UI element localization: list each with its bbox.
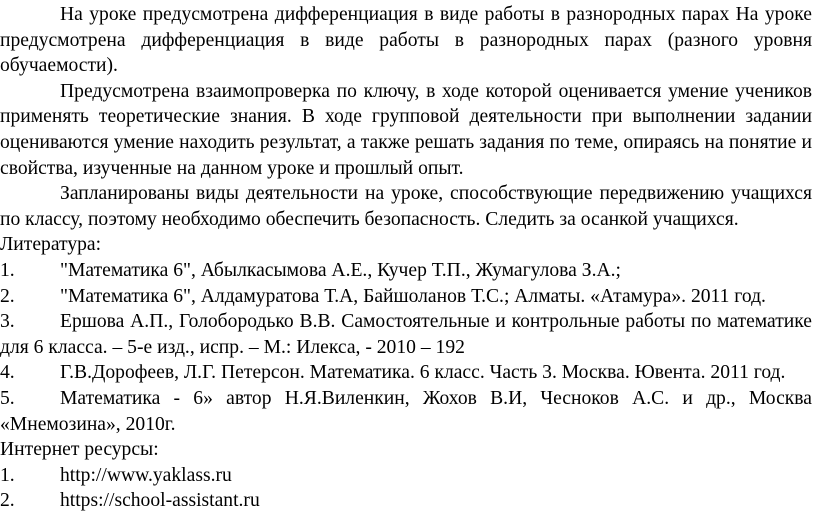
paragraph-activities: Запланированы виды деятельности на уроке, способствующие передвижению учащихся по классу, поэтому необходимо обеспечить безопасность. Следить за осанкой учащихся. xyxy=(0,183,812,230)
literature-item-text: "Математика 6", Абылкасымова А.Е., Кучер Т.П., Жумагулова З.А.; xyxy=(60,259,621,281)
literature-item-text: Математика - 6» автор Н.Я.Виленкин, Жохов В.И, Чесноков А.С. и др., Москва «Мнемозина», 2010г. xyxy=(0,387,812,435)
list-number: 3. xyxy=(0,311,15,333)
internet-link[interactable]: http://www.yaklass.ru xyxy=(60,464,232,486)
literature-item-text: "Математика 6", Алдамуратова Т.А, Байшоланов Т.С.; Алматы. «Атамура». 2011 год. xyxy=(60,285,766,307)
literature-item xyxy=(0,258,812,284)
literature-item-text: Г.В.Дорофеев, Л.Г. Петерсон. Математика. 6 класс. Часть 3. Москва. Ювента. 2011 год. xyxy=(60,362,786,384)
list-number: 1. xyxy=(0,464,15,486)
literature-item-text: Ершова А.П., Голобородько В.В. Самостоятельные и контрольные работы по математике для 6 класса. – 5-е изд., испр. – М.: Илекса, - 2010 – 192 xyxy=(0,311,812,358)
literature-heading: Литература: xyxy=(0,234,102,256)
internet-link[interactable]: https://school-assistant.ru xyxy=(60,490,260,512)
list-number: 4. xyxy=(0,362,15,384)
paragraph-peer-review: Предусмотрена взаимопроверка по ключу, в ходе которой оценивается умение учеников применять теоретические знания. В ходе групповой деятельности при выполнении задании оцениваются умение находить результат, а также решать задания по теме, опираясь на понятие и свойства, изученные на данном уроке и прошлый опыт. xyxy=(0,80,812,179)
literature-item xyxy=(0,386,812,437)
internet-item xyxy=(0,488,812,514)
paragraph-differentiation: На уроке предусмотрена дифференциация в виде работы в разнородных парах На уроке предусмотрена дифференциация в виде работы в разнородных парах (разного уровня обучаемости). xyxy=(0,4,812,77)
literature-item xyxy=(0,360,812,386)
list-number: 5. xyxy=(0,387,15,409)
list-number: 2. xyxy=(0,285,15,307)
list-number: 2. xyxy=(0,490,15,512)
literature-item xyxy=(0,309,812,360)
internet-item xyxy=(0,463,812,489)
internet-resources-heading: Интернет ресурсы: xyxy=(0,439,159,461)
literature-item xyxy=(0,284,812,310)
list-number: 1. xyxy=(0,259,15,281)
